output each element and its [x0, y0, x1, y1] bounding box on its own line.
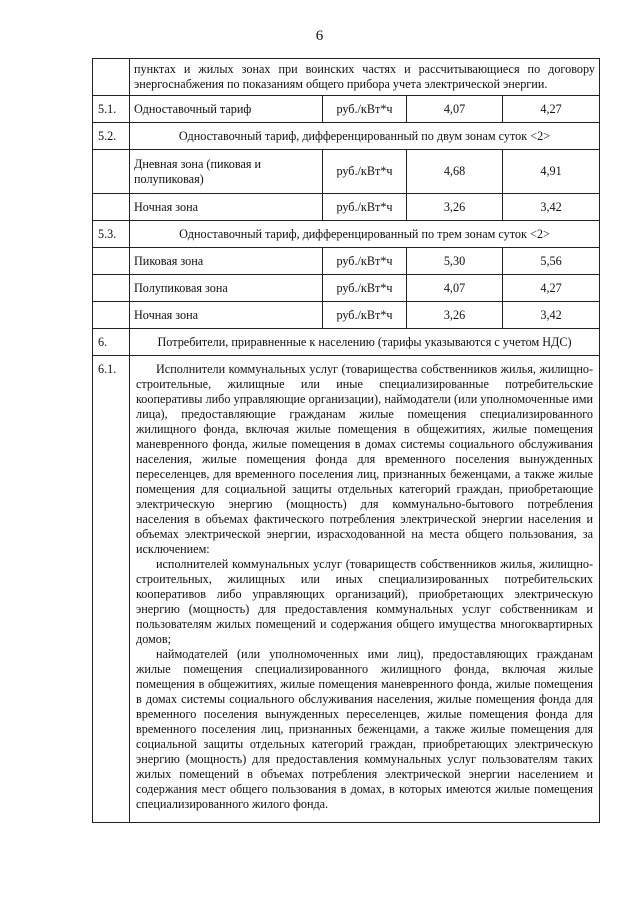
row-number: 6. — [93, 329, 130, 356]
tariff-name: Дневная зона (пиковая и полупиковая) — [130, 150, 323, 194]
section-header: Потребители, приравненные к населению (тарифы указываются с учетом НДС) — [130, 329, 600, 356]
tariff-value-2: 4,27 — [503, 96, 600, 123]
tariff-name: Пиковая зона — [130, 248, 323, 275]
tariff-unit: руб./кВт*ч — [323, 302, 407, 329]
tariff-name: Ночная зона — [130, 194, 323, 221]
consumer-description — [130, 356, 600, 823]
tariff-name: Ночная зона — [130, 302, 323, 329]
table-row — [93, 150, 600, 194]
section-header: Одноставочный тариф, дифференцированный по трем зонам суток <2> — [130, 221, 600, 248]
tariff-value-2: 3,42 — [503, 194, 600, 221]
table-row — [93, 356, 600, 823]
table-row — [93, 329, 600, 356]
tariff-name: Полупиковая зона — [130, 275, 323, 302]
tariff-value-1: 3,26 — [407, 302, 503, 329]
tariff-value-2: 4,91 — [503, 150, 600, 194]
table-row — [93, 123, 600, 150]
table-row — [93, 96, 600, 123]
tariff-unit: руб./кВт*ч — [323, 194, 407, 221]
row-text: пунктах и жилых зонах при воинских частях и рассчитывающиеся по договору энергоснабжения по показаниям общего прибора учета электрической энергии. — [130, 59, 600, 96]
tariff-value-2: 5,56 — [503, 248, 600, 275]
paragraph: наймодателей (или уполномоченных ими лиц), предоставляющих гражданам жилые помещения специализированного жилищного фонда, включая жилые помещения в общежитиях, жилые помещения маневренного фонда, жилые помещения в домах системы социального обслуживания населения, жилые помещения фонда для временного поселения вынужденных переселенцев, жилые помещения фонда для временного поселения лиц, признанных беженцами, а также жилые помещения для социальной защиты отдельных категорий граждан, приобретающих электрическую энергию (мощность) для предоставления коммунальных услуг пользователям таких жилых помещений в объемах потребления электрической энергии населением и содержания мест общего пользования в домах, в которых имеются жилые помещения специализированного жилого фонда. — [136, 647, 594, 811]
page-number: 6 — [315, 28, 324, 44]
tariff-value-1: 5,30 — [407, 248, 503, 275]
table-row — [93, 59, 600, 96]
tariff-name: Одноставочный тариф — [130, 96, 323, 123]
tariff-value-2: 4,27 — [503, 275, 600, 302]
tariff-table — [92, 58, 600, 823]
row-number: 5.1. — [93, 96, 130, 123]
tariff-unit: руб./кВт*ч — [323, 96, 407, 123]
tariff-value-2: 3,42 — [503, 302, 600, 329]
tariff-value-1: 4,07 — [407, 275, 503, 302]
tariff-unit: руб./кВт*ч — [323, 150, 407, 194]
tariff-value-1: 3,26 — [407, 194, 503, 221]
paragraph: исполнителей коммунальных услуг (товариществ собственников жилья, жилищно-строительных, жилищных или иных специализированных потребительских кооперативов либо управляющих организаций), приобретающих электрическую энергию (мощность) для предоставления коммунальных услуг собственникам и пользователям жилых помещений и содержания общего имущества многоквартирных домов; — [136, 557, 594, 646]
row-number: 6.1. — [93, 356, 130, 823]
table-row — [93, 302, 600, 329]
table-row — [93, 221, 600, 248]
table-row — [93, 194, 600, 221]
tariff-value-1: 4,68 — [407, 150, 503, 194]
table-row — [93, 275, 600, 302]
section-header: Одноставочный тариф, дифференцированный по двум зонам суток <2> — [130, 123, 600, 150]
tariff-value-1: 4,07 — [407, 96, 503, 123]
tariff-unit: руб./кВт*ч — [323, 275, 407, 302]
row-number — [93, 59, 130, 96]
tariff-unit: руб./кВт*ч — [323, 248, 407, 275]
table-row — [93, 248, 600, 275]
row-number: 5.2. — [93, 123, 130, 150]
paragraph: Исполнители коммунальных услуг (товарищества собственников жилья, жилищно-строительные, жилищные или иные специализированные потребительские кооперативы либо управляющие организации), наймодатели (или уполномоченные ими лица), предоставляющие гражданам жилые помещения специализированного жилищного фонда, включая жилые помещения в общежитиях, жилые помещения маневренного фонда, жилые помещения в домах системы социального обслуживания населения, жилые помещения фонда для временного поселения вынужденных переселенцев, для временного поселения лиц, признанных беженцами, а также жилые помещения для социальной защиты отдельных категорий граждан, приобретающие электрическую энергию (мощность) для коммунально-бытового потребления населения в объемах фактического потребления электрической энергии населения и объемах электрической энергии, израсходованной на места общего пользования, за исключением: — [136, 362, 594, 556]
row-number: 5.3. — [93, 221, 130, 248]
